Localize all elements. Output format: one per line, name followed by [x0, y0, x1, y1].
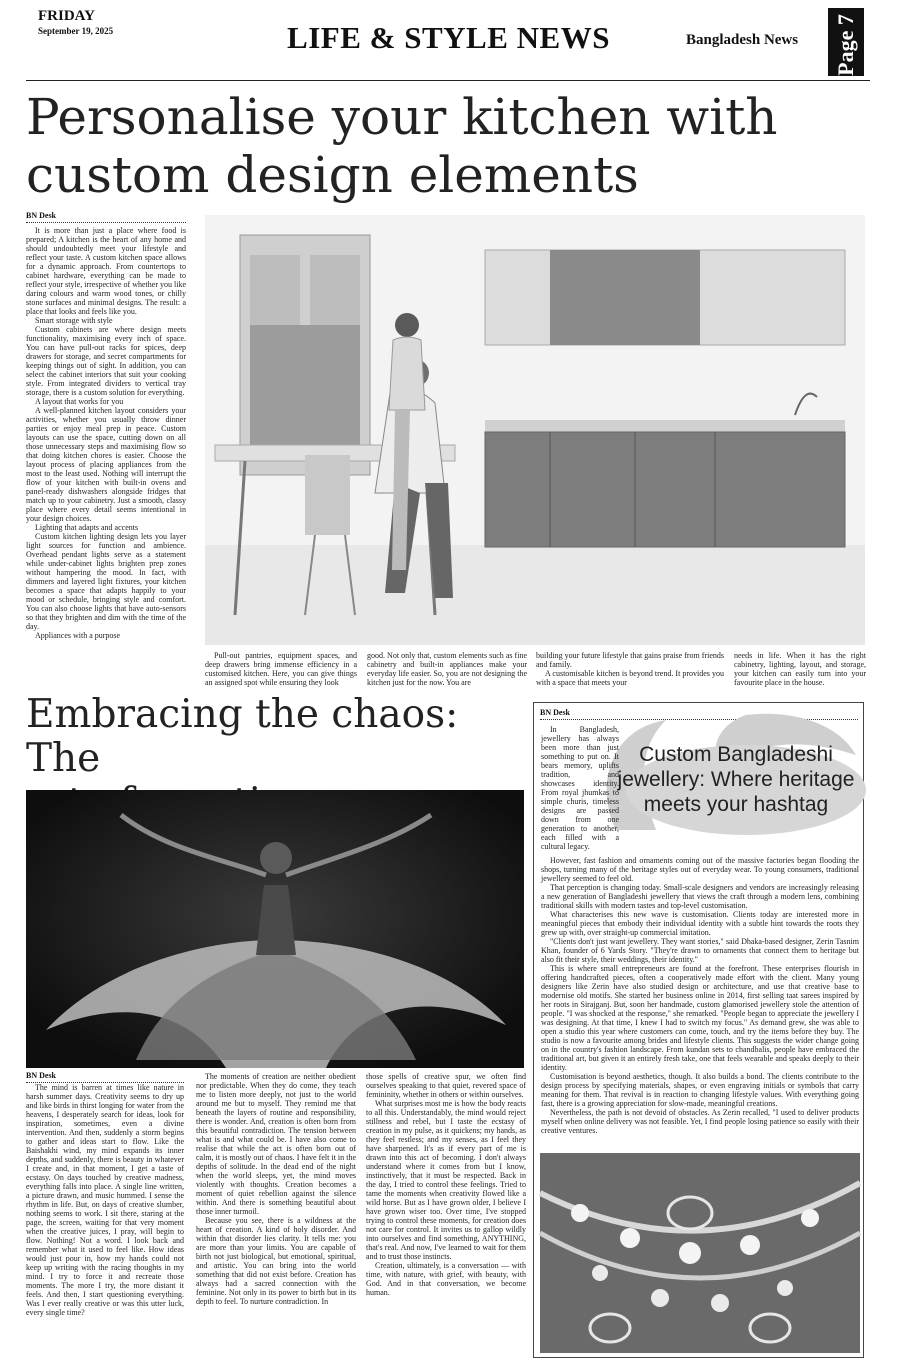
story3-body: [541, 856, 859, 1148]
story1-column-2: [205, 651, 357, 691]
paragraph: However, fast fashion and ornaments coming out of the massive factories began flooding the shops, turning many of the heritage styles out of everyday wear. To young consumers, traditional jewellery seemed to feel old.: [541, 856, 859, 883]
story2-column-1: [26, 1083, 184, 1355]
story2-column-2: [196, 1072, 356, 1355]
paragraph: Pull-out pantries, equipment spaces, and deep drawers bring immense efficiency in a customised kitchen. Here, you can give things an assigned spot while ensuring they look: [205, 651, 357, 687]
story1-column-3: [367, 651, 527, 691]
dancer-illustration: [26, 790, 524, 1068]
story1-headline-line1: Personalise your kitchen with: [26, 88, 778, 146]
paragraph: those spells of creative spur, we often find ourselves speaking to that quiet, revered space of femininity, whether in others or within ourselves.: [366, 1072, 526, 1099]
subhead: Lighting that adapts and accents: [35, 523, 139, 532]
story3-byline: BN Desk: [540, 708, 858, 720]
page-number: Page 7: [833, 14, 858, 76]
paragraph: A customisable kitchen is beyond trend. It provides you with a space that meets your: [536, 669, 724, 687]
masthead-date: September 19, 2025: [38, 26, 114, 36]
paragraph: Custom kitchen lighting design lets you layer light sources for function and ambience. Overhead pendant lights serve as a statement while under-cabinet lights brighten prep zones without hampering the mood. In fact, with dimmers and layered light fixtures, your kitchen becomes a space that adapts happily to your mood or schedule, bringing style and comfort. You can also choose lights that have auto-sensors so that they brighten and dim with the time of the day.: [26, 532, 186, 631]
story1-column-4: [536, 651, 724, 691]
kitchen-photo: [205, 215, 865, 645]
story1-column-5: [734, 651, 866, 691]
jewellery-photo: [540, 1153, 860, 1353]
paragraph: needs in life. When it has the right cabinetry, lighting, layout, and storage, your kitchen can easily turn into your favourite place in the house.: [734, 651, 866, 687]
paragraph: What characterises this new wave is customisation. Clients today are interested more in meaningful pieces that embody their individual identity with a subtle hint towards the roots they grew up with, over straight-up commercial imitation.: [541, 910, 859, 937]
dancer-photo: [26, 790, 524, 1068]
paragraph: Because you see, there is a wildness at the heart of creation. A kind of holy disorder. And within that disorder lies clarity. It tells me: you are more than your limits. You are capable of birth not just biological, but emotional, spiritual, and artistic. You can bring into the world something that did not exist before. Creation has always had a sacred connection with the feminine. Not only in its power to birth but in its depth to feel. To nurture contradiction. In: [196, 1216, 356, 1306]
paragraph: What surprises most me is how the body reacts to all this. Understandably, the mind would reject stillness and rebel, but I taste the ecstasy of creation in my pulse, as it quickens; my hands, as they feel restless; and my senses, as I feel they have sharpened. It's as if every part of me is drawn into this act of becoming. I don't always understand where it comes from but I know, instinctively, that it must be respected. Back in the day, I tried to control these feelings. Tried to tame the moments when creativity flowed like a wild horse. But as I have grown older, I believe I have grown wiser too. Over time, I've stopped trying to control these moments, for creation does not care for control. It invites us to gallop wildly into ourselves and find something, ANYTHING, that's real. And now, I've learned to wait for them and to trust those instincts.: [366, 1099, 526, 1261]
story1-column-1: [26, 226, 186, 688]
story2-headline-line1: Embracing the chaos: The: [26, 692, 459, 781]
paragraph: good. Not only that, custom elements such as fine cabinetry and built-in appliances make your everyday life easier. So, you are not designing the kitchen just for the now. You are: [367, 651, 527, 687]
masthead-day: FRIDAY: [38, 8, 95, 24]
subhead: Appliances with a purpose: [35, 631, 121, 640]
section-title: LIFE & STYLE NEWS: [287, 20, 610, 55]
paragraph: Custom cabinets are where design meets functionality, maximising every inch of space. You can have pull-out racks for spices, deep drawers for storage, and secret compartments for keeping things out of sight. In addition, you can select the cabinet interiors that suit your cooking style. From integrated dividers to vertical tray storage, there is a custom solution for everything.: [26, 325, 186, 397]
story2-column-3: [366, 1072, 526, 1355]
subhead: A layout that works for you: [35, 397, 124, 406]
paragraph: Nevertheless, the path is not devoid of obstacles. As Zerin recalled, "I used to deliver products myself when online delivery was not feasible. Yet, I find people losing patience so easily with their creative ventures.: [541, 1108, 859, 1135]
story3-pullquote: Custom Bangladeshi jewellery: Where heritage meets your hashtag: [617, 743, 855, 816]
subhead: Smart storage with style: [35, 316, 113, 325]
paragraph: Creation, ultimately, is a conversation — with time, with nature, with grief, with beauty, with God. And in that conversation, we become human.: [366, 1261, 526, 1297]
page-number-tab: [828, 8, 864, 76]
paragraph: building your future lifestyle that gains praise from friends and family.: [536, 651, 724, 669]
story1-byline: BN Desk: [26, 211, 186, 223]
brand-name: Bangladesh News: [686, 32, 799, 48]
paragraph: This is where small entrepreneurs are found at the forefront. These enterprises flourish in offering handcrafted pieces, often a cooperatively made effort with the client. Many young designers like Zerin have also studied design or architecture, and use that creative base to modernise old motifs. She started her business online in 2014, first selling taat sarees inspired by her roots in Sirajganj. But, soon her handmade, custom glamorised jewellery stole the attention of people. "I was shocked at the response," she remarked. "People began to appreciate the jewellery I was designing. At that time, I knew I had to switch my focus." As demand grew, she was able to open a studio this year where customers can come, touch, and try the items before they buy. The studio is now a favourite among brides and lifestyle clients. This suggests the wider change going on in the country's fashion landscape. From kundan sets to chandbalis, people have embraced the traditional art, but given it an entirely fresh take, one that feels wearable and speaks deeply to their identity.: [541, 964, 859, 1072]
jewellery-illustration: [540, 1153, 860, 1353]
paragraph: The mind is barren at times like nature in harsh summer days. Creativity seems to dry up and like birds in thirst longing for water from the heavens, I desperately search for ideas, look for inspiration, sometimes, even a divine intervention. And then, suddenly a storm begins to gather and ideas start to flow. Like the Baishakhi wind, my mind expands its inner depths, and suddenly, there is beauty in whatever I create and, in that moment, I get a taste of ecstasy. On days touched by creative madness, everything falls into place. A single line written, a picture drawn, and music hummed. I sense the rhythm in life. But, on days of creative slumber, nothing seems to work. I sit there, staring at the page, the screen, waiting for that very moment when the creative juices, I pray, will begin to flow. Nothing! Not a word. I look back and remember what it used to feel like. How ideas would just pour in, how my hands could not keep up writing with the racing thoughts in my mind. I try to force it and recreate those moments. The more I try, the more distant it feels. And then, I start questioning everything. Was I ever really creative or was this utter luck, every single time?: [26, 1083, 184, 1317]
masthead-rule: [26, 80, 870, 81]
story1-headline-line2: custom design elements: [26, 146, 639, 204]
paragraph: The moments of creation are neither obedient nor predictable. When they do come, they teach me to listen more deeply, not just to the world around me but to myself. They remind me that beneath the layers of routine and responsibility, there is wonder. And, creation is often born from this beautiful contradiction. The tension between what is and what could be. I have also come to realise that while the act is often born out of calm, it is mostly out of chaos. I have felt it in the depths of solitude. In the dead end of the night when the world sleeps, yet, the mind moves violently with thoughts. Creation becomes a moment of quiet rebellion against the silence within. And there is something beautiful about those inner turmoil.: [196, 1072, 356, 1216]
paragraph: A well-planned kitchen layout considers your activities, whether you usually throw dinner parties or enjoy meal prep in peace. Custom layouts can use the space, cutting down on all those unnecessary steps and maximising flow so that doing kitchen chores is easier. Choose the layout process of placing appliances from the most to the least used. Nothing will interrupt the flow of your kitchen with built-in ovens and panel-ready dishwashers alongside fridges that match up to your cabinetry. Just a smooth, classy place where every detail seems intentional in your design choices.: [26, 406, 186, 523]
story2-byline: BN Desk: [26, 1071, 184, 1083]
paragraph: That perception is changing today. Small-scale designers and vendors are increasingly releasing a new generation of Bangladeshi jewellery that views the craft through a modern lens, combining traditional skills with modern tastes and top-level customisation.: [541, 883, 859, 910]
paragraph: "Clients don't just want jewellery. They want stories," said Dhaka-based designer, Zerin Tasnim Khan, founder of 6 Yards Story. "They're drawn to ornaments that connect them to heritage but also fit their style, their weddings, their identity.": [541, 937, 859, 964]
story3-lead-column: [541, 725, 619, 851]
paragraph: It is more than just a place where food is prepared; A kitchen is the heart of any home and should undoubtedly meet your lifestyle and reflect your taste. A custom kitchen space allows for a dynamic approach. From countertops to cabinet hardware, everything can be made to reflect your style, irrespective of whether you like daring colours and warm wood tones, or chilly stone surfaces and minimal designs. The result: a place that looks and feels like you.: [26, 226, 186, 316]
story1-headline: [26, 88, 846, 204]
paragraph: In Bangladesh, jewellery has always been more than just something to put on. It bears memory, uplifts tradition, and showcases identity. From royal jhumkas to simple churis, timeless designs are passed down from one generation to another, each filled with a cultural legacy.: [541, 725, 619, 851]
kitchen-illustration: [205, 215, 865, 645]
paragraph: Customisation is beyond aesthetics, though. It also builds a bond. The clients contribute to the design process by specifying materials, shapes, or even engraving initials or symbols that carry meaning for them. That revival is in reaction to changing lifestyle values. With everything going fast, there is a growing appreciation for slow-made, meaningful creations.: [541, 1072, 859, 1108]
